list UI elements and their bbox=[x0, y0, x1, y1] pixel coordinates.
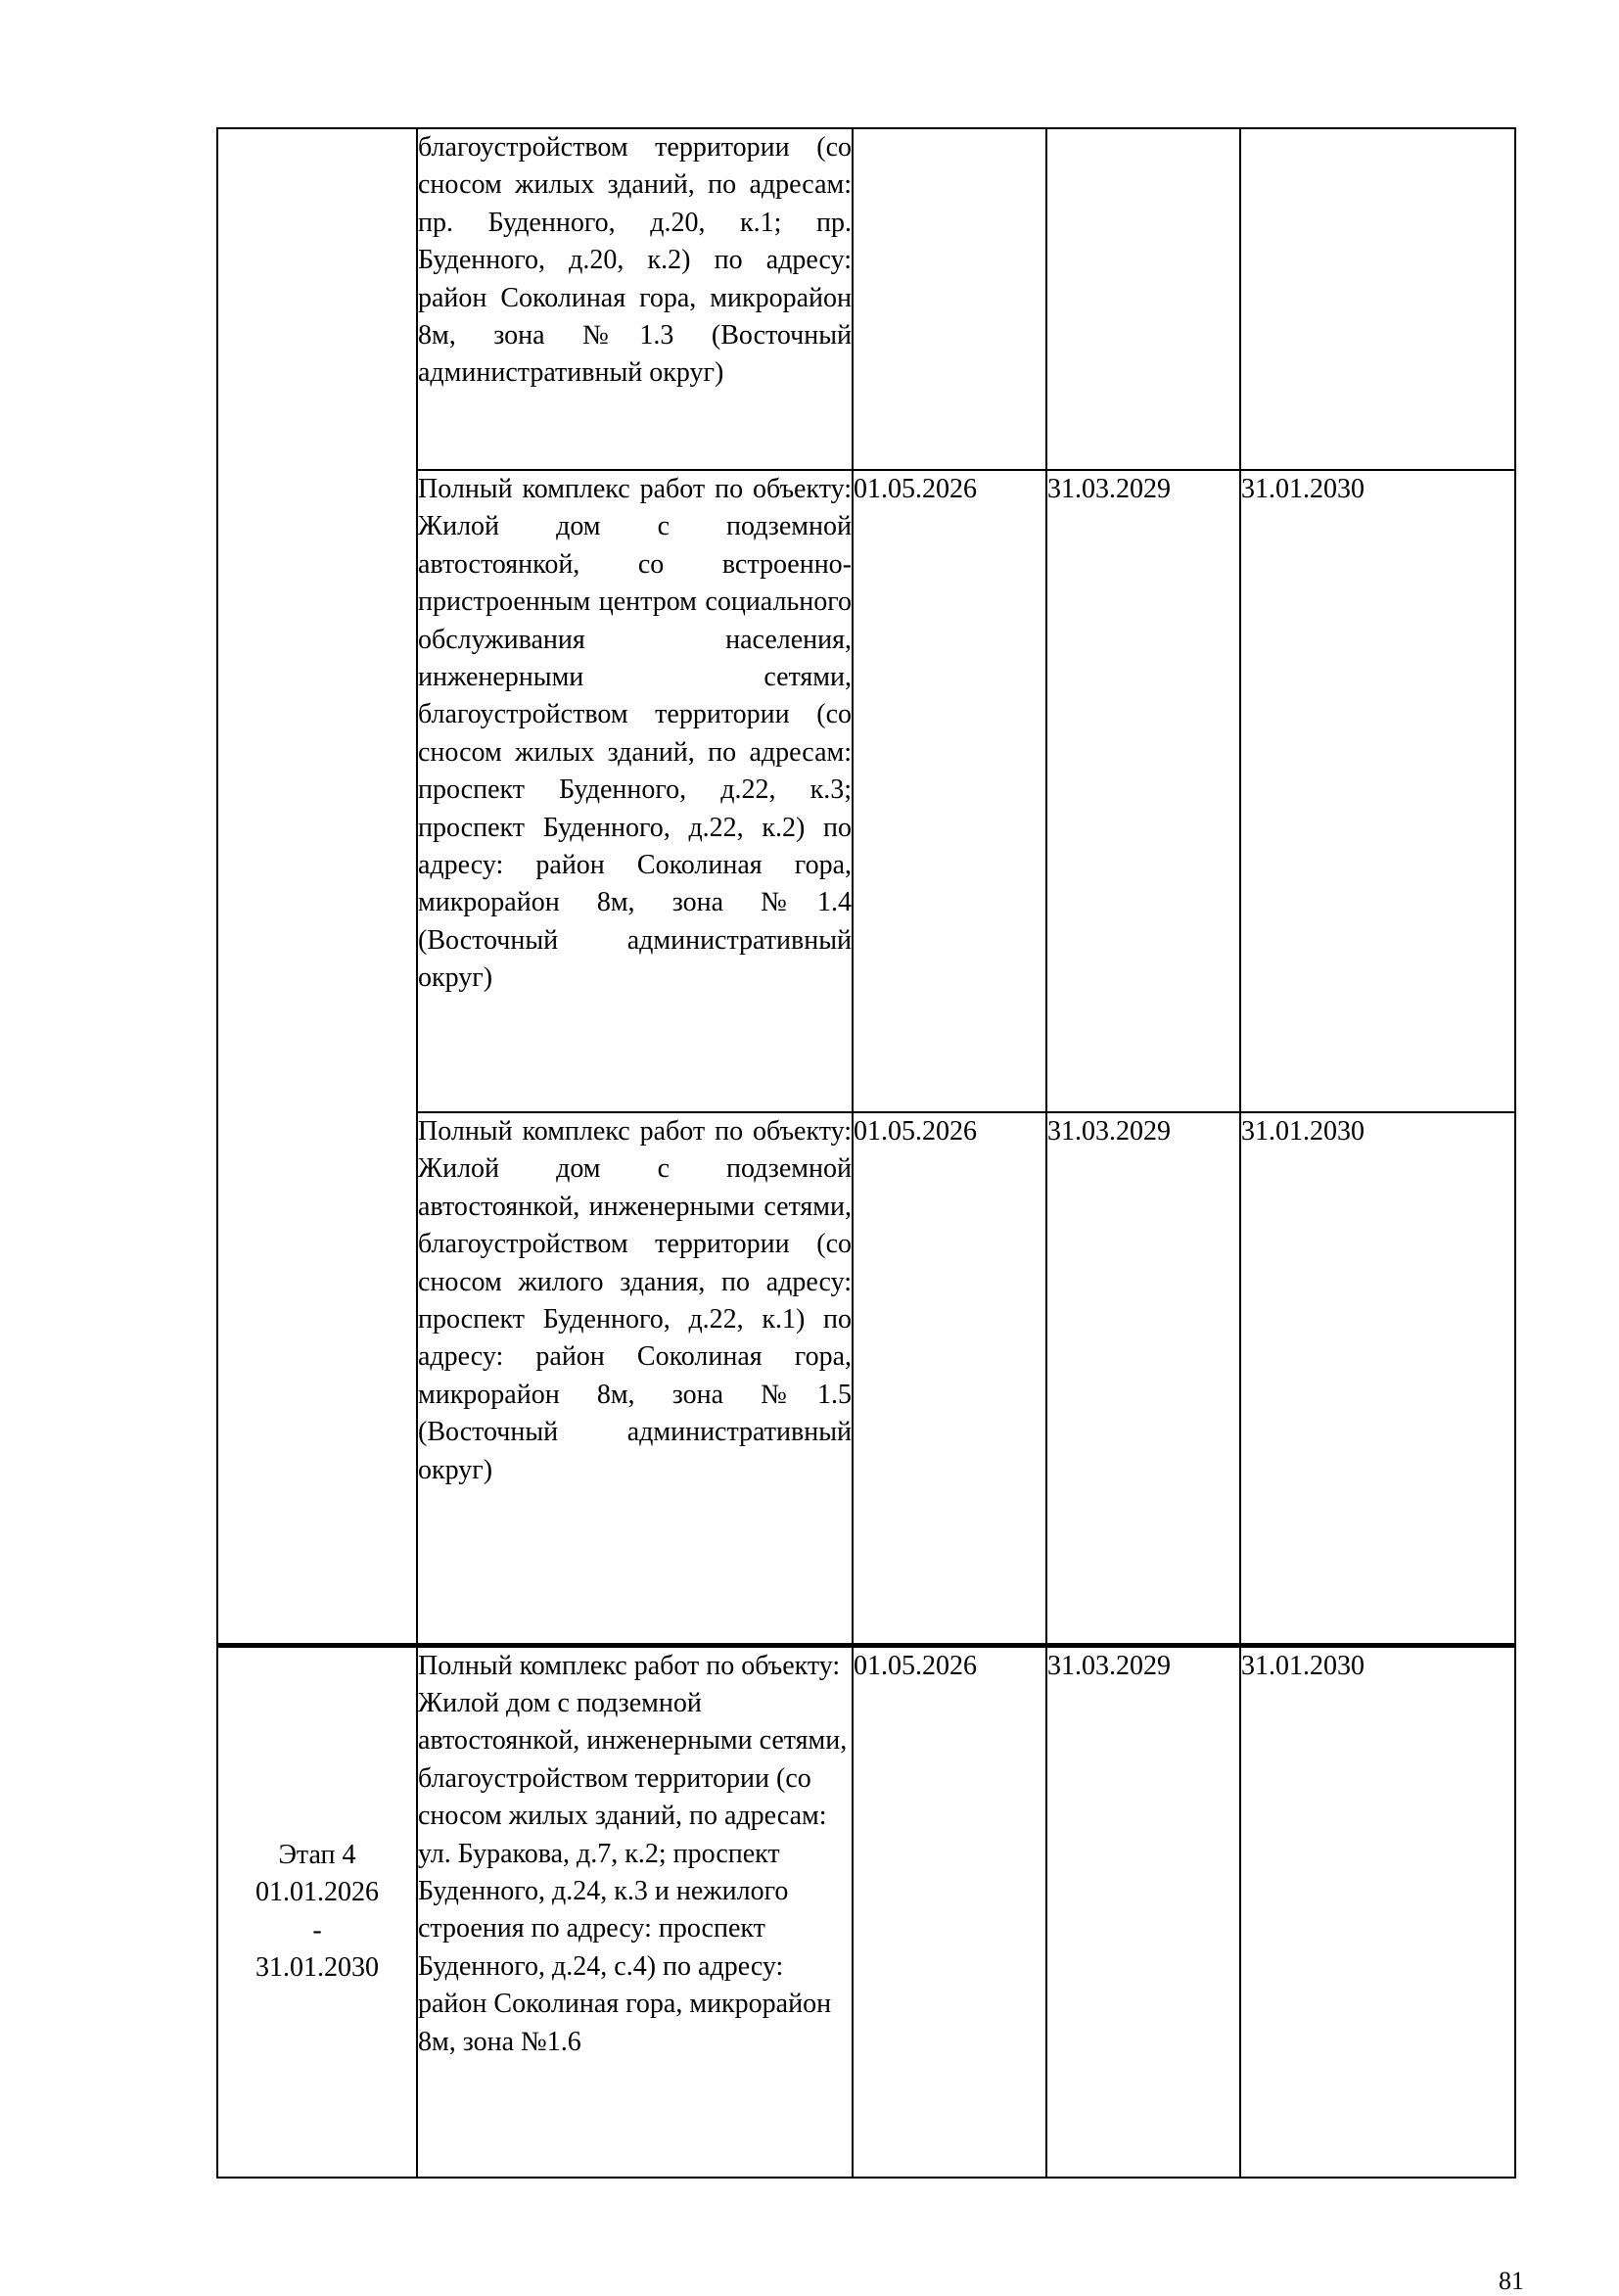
table-row bbox=[217, 1645, 1515, 2178]
end-date: 31.01.2030 bbox=[1240, 1645, 1515, 2178]
start-date: 01.05.2026 bbox=[853, 1112, 1046, 1645]
object-description: Полный комплекс работ по объекту: Жилой дом с подземной автостоянкой, инженерными сетями, благоустройством территории (со сносом жилых зданий, по адресам: ул. Буракова, д.7, к.2; проспект Буденного, д.24, к.3 и нежилого строения по адресу: проспект Буденного, д.24, с.4) по адресу: район Соколиная гора, микрорайон 8м, зона №1.6 bbox=[417, 1645, 853, 2178]
stage-from: 01.01.2026 bbox=[255, 1877, 379, 1908]
stage-to: 31.01.2030 bbox=[255, 1952, 379, 1984]
end-date: 31.01.2030 bbox=[1240, 1112, 1515, 1645]
object-description: благоустройством территории (со сносом жилых зданий, по адресам: пр. Буденного, д.20, к.1; пр. Буденного, д.20, к.2) по адресу: район Соколиная гора, микрорайон 8м, зона №1.3 (Восточный административный округ) bbox=[417, 128, 853, 470]
end-date: 31.01.2030 bbox=[1240, 470, 1515, 1112]
mid-date: 31.03.2029 bbox=[1046, 1112, 1240, 1645]
mid-date: 31.03.2029 bbox=[1046, 1645, 1240, 2178]
stage-title: Этап 4 bbox=[278, 1839, 356, 1870]
schedule-table bbox=[216, 127, 1516, 2179]
stage-cell bbox=[217, 1645, 417, 2178]
stage-cell-empty bbox=[217, 128, 417, 1645]
object-description: Полный комплекс работ по объекту: Жилой дом с подземной автостоянкой, со встроенно-пристроенным центром социального обслуживания населения, инженерными сетями, благоустройством территории (со сносом жилых зданий, по адресам: проспект Буденного, д.22, к.3; проспект Буденного, д.22, к.2) по адресу: район Соколиная гора, микрорайон 8м, зона №1.4 (Восточный административный округ) bbox=[417, 470, 853, 1112]
end-date bbox=[1240, 128, 1515, 470]
mid-date bbox=[1046, 128, 1240, 470]
mid-date: 31.03.2029 bbox=[1046, 470, 1240, 1112]
stage-dash: - bbox=[312, 1914, 322, 1945]
table-row bbox=[217, 128, 1515, 470]
start-date bbox=[853, 128, 1046, 470]
object-description: Полный комплекс работ по объекту: Жилой дом с подземной автостоянкой, инженерными сетями, благоустройством территории (со сносом жилого здания, по адресу: проспект Буденного, д.22, к.1) по адресу: район Соколиная гора, микрорайон 8м, зона №1.5 (Восточный административный округ) bbox=[417, 1112, 853, 1645]
start-date: 01.05.2026 bbox=[853, 470, 1046, 1112]
start-date: 01.05.2026 bbox=[853, 1645, 1046, 2178]
page-number: 81 bbox=[1499, 2267, 1524, 2295]
